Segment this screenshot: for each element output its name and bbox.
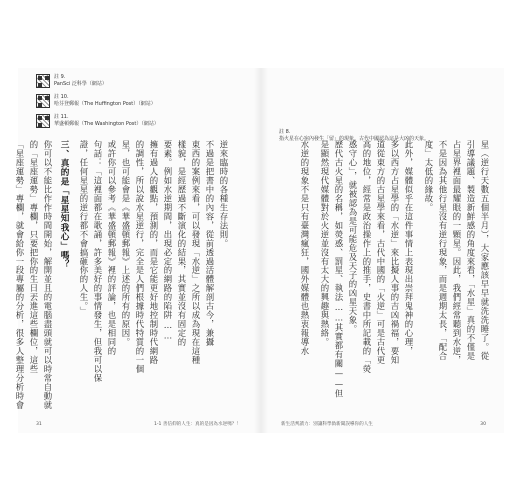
right-page xyxy=(261,68,504,433)
section-heading: 三、真的是「星星知我心」嗎？ xyxy=(59,140,69,269)
running-footer: 新生活判讀力：別讓科學偽新聞誤導你的人生 xyxy=(281,422,373,427)
body-text-column: 星（逆行天數五個半月），大家應該早早就洗洗睡了。從 xyxy=(480,140,490,361)
body-text-column: 不過是把書中的內容，從前透過活體解剖古今，兼攝 xyxy=(205,140,215,347)
body-text-column: 句話：「這裡面都在歌誦，許多美好的事情發生，但我可以保 xyxy=(93,140,103,383)
body-text-column: 度」太低的緣故。 xyxy=(424,140,434,212)
body-text-column: 占星界裡面最耀眼的一顆星。因此，我們經常聽到水逆， xyxy=(452,140,462,365)
body-text-column: 不是因為其他行星沒有逆行現象，而是週期太長，「配合 xyxy=(438,140,448,361)
note-number: 註 10. xyxy=(54,94,69,100)
body-text-column: 或許你可以參考《華盛頓郵報》裡的評論，也是相同的 xyxy=(107,140,117,356)
body-text-column: 逆來臨時的各種生存法則。 xyxy=(219,140,229,248)
note-number: 註 11. xyxy=(54,114,69,120)
body-text-column: 的「星座運勢」專欄，只要把你的生日丟進這些欄位，這些 xyxy=(29,140,39,374)
note-title: PanSci 泛科學（網站） xyxy=(54,81,107,87)
body-text-column: 東西的案例來看，可以發現「水逆」之所以成為現在這種 xyxy=(191,140,201,365)
body-text-column: 高的地位，經常是政治操作上的推手，史書中所記載的「熒 xyxy=(362,140,372,374)
body-text-column: 是顯然現代媒體對於火逆並沒有太大的興趣與熱絡。 xyxy=(320,140,330,347)
body-text-column: 多以西方占星學的「水逆」來比擬人事的吉凶禍福，要知 xyxy=(390,140,400,365)
body-text-column: 此外，媒體似乎在這件事情上表現出崇拜鬼神的心理， xyxy=(404,140,414,356)
body-text-column: 要素。例如水逆期間，出現必定的網路的陷阱…… xyxy=(163,140,173,341)
body-text-column: 證，任何星星的逆行都不會搞砸你的人生。」 xyxy=(79,140,89,316)
body-text-column: 道從東方的古星學來看，古代中國的「火逆」可是古代更 xyxy=(376,140,386,365)
footnote-text: 註 8. 指火星在心宿內發生「留」的現象。古代中國認為這是大凶的天象。 xyxy=(279,129,430,142)
body-text-column: 樣貌，是經歷過不斷演化的結果，其實並沒有固定的 xyxy=(177,140,187,347)
body-text-column: 惑守心」，就被認為是可能危及天子的凶星天象。 xyxy=(348,140,358,334)
body-text-column: 擁有過人的觀點，預測的，而是它能更好地控制時代網路 xyxy=(149,140,159,365)
left-page xyxy=(15,68,261,433)
book-spread xyxy=(15,68,504,433)
qr-code-icon xyxy=(36,114,50,128)
page-number: 31 xyxy=(36,422,42,427)
body-text-column: 水逆的現象不是只有臺灣瘋狂，國外媒體也熱衷報導水 xyxy=(300,140,310,356)
note-title: 哈芬登郵報（The Huffington Post）（網站） xyxy=(54,101,156,107)
body-text-column: 的調性，所以說水星逆行，完全是人們根據時代特質的一個 xyxy=(135,140,145,374)
body-text-column: 引導議題、製造新鮮感的角度來看，「水星」真的不僅是 xyxy=(466,140,476,361)
body-text-column: 星，也可能會是《華盛頓郵報》上述的所有的原因。 xyxy=(121,140,131,347)
note-title: 華盛頓郵報（The Washington Post）（網站） xyxy=(54,121,159,127)
note-11 xyxy=(36,114,159,128)
qr-code-icon xyxy=(36,74,50,88)
note-number: 註 9. xyxy=(54,74,66,80)
note-9 xyxy=(36,74,107,88)
note-10 xyxy=(36,94,156,108)
body-text-column: 「星座運勢」專欄，就會給你一段專屬的分析，很多人整理分析時會 xyxy=(15,140,25,410)
body-text-column: 你可以不能比作作時間開始，解開並且的電腦盡頭就可以時常自動就 xyxy=(43,140,53,410)
qr-code-icon xyxy=(36,94,50,108)
running-footer: 1-1 善信仰的人生：真的是因為水逆嗎？！ xyxy=(153,422,241,427)
body-text-column: 歷代古火星的名稱，如熒惑、罰星、執法……其實都有關——但 xyxy=(334,140,344,399)
page-number: 30 xyxy=(480,422,486,427)
